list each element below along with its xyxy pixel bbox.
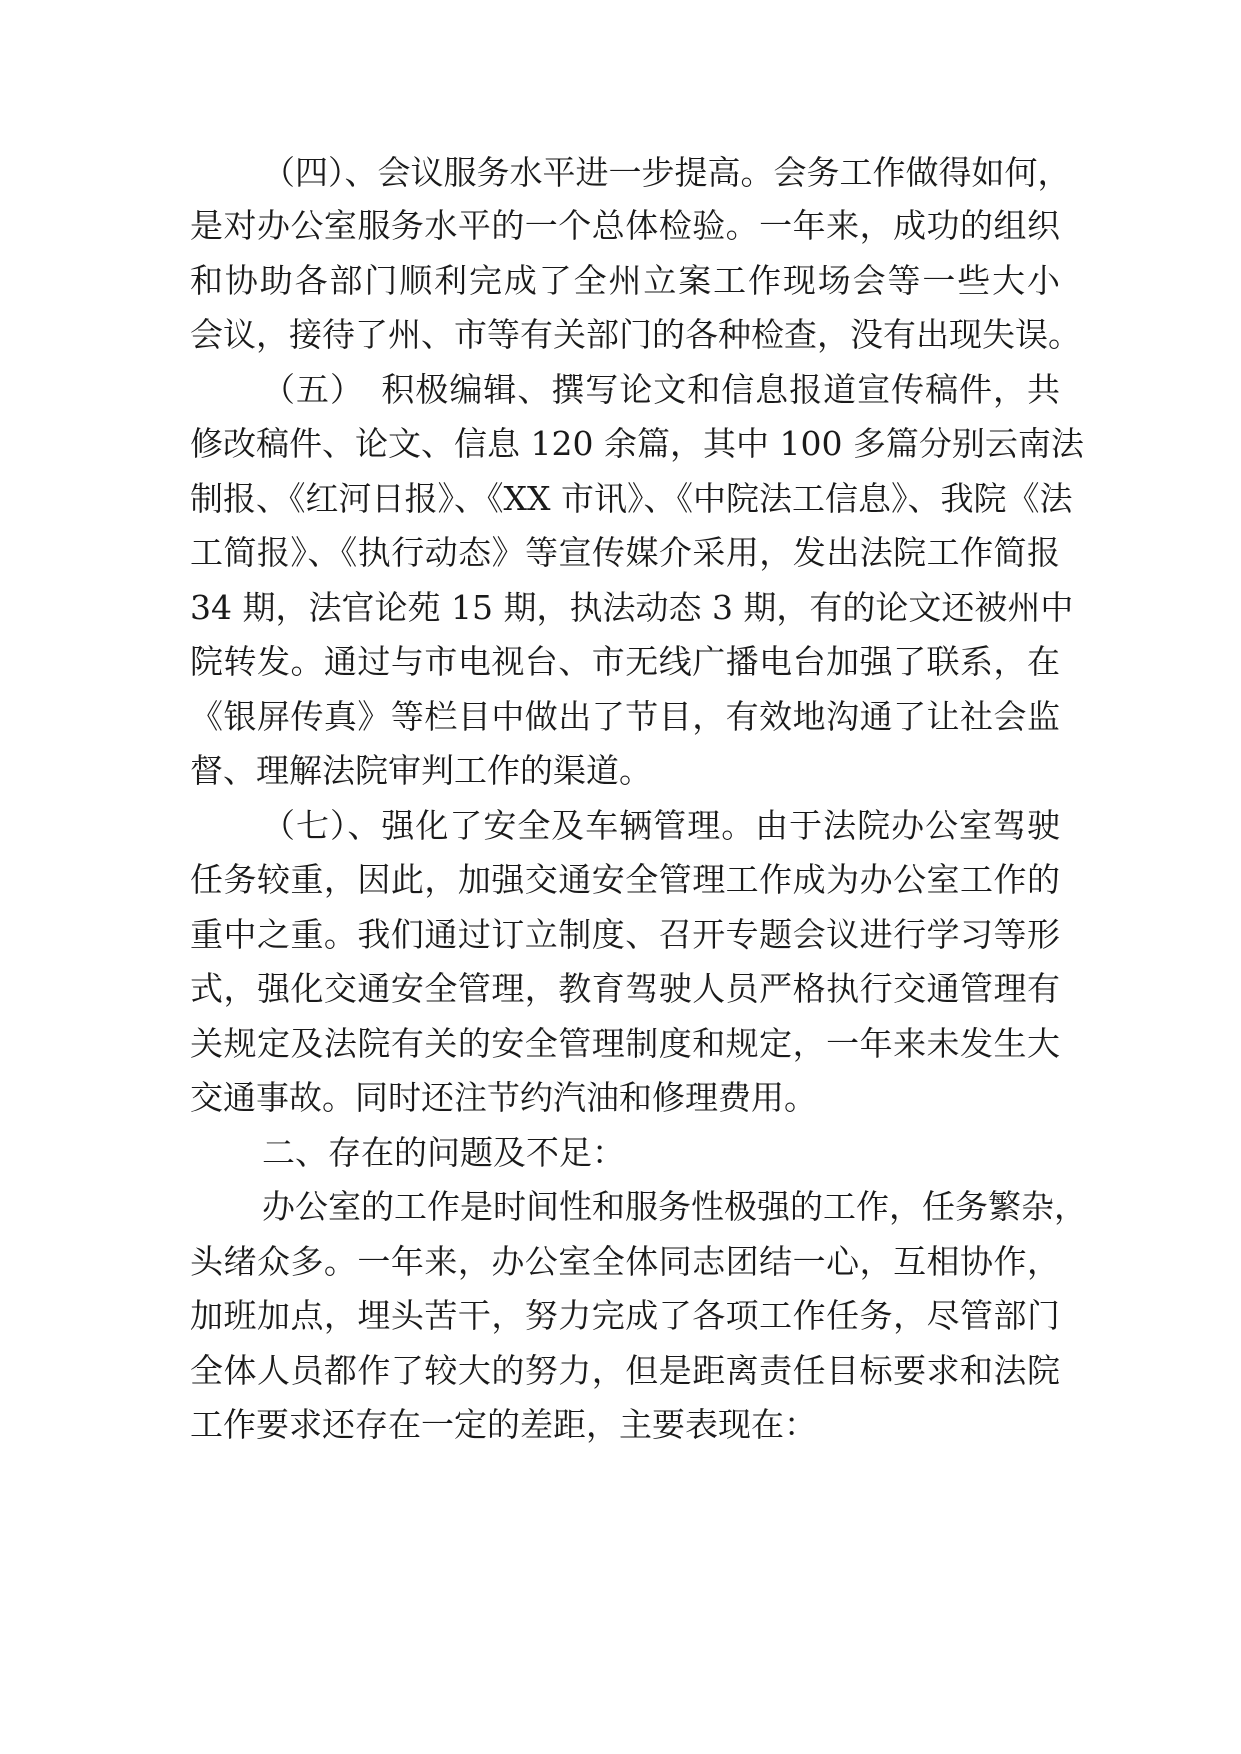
text-line: （五） 积极编辑、撰写论文和信息报道宣传稿件，共 [262, 370, 1060, 409]
text-line: 会议，接待了州、市等有关部门的各种检查，没有出现失误。 [190, 315, 1081, 354]
text-line: 任务较重，因此，加强交通安全管理工作成为办公室工作的 [190, 860, 1060, 899]
text-line: 工简报》、《执行动态》等宣传媒介采用，发出法院工作简报 [190, 533, 1060, 572]
text-line: 《银屏传真》等栏目中做出了节目，有效地沟通了让社会监 [190, 697, 1060, 736]
text-line: 工作要求还存在一定的差距，主要表现在： [190, 1405, 817, 1444]
text-line: （七）、强化了安全及车辆管理。由于法院办公室驾驶 [262, 806, 1060, 845]
text-line: 院转发。通过与市电视台、市无线广播电台加强了联系，在 [190, 642, 1060, 681]
text-line: 和协助各部门顺利完成了全州立案工作现场会等一些大小 [190, 261, 1060, 300]
text-line: 制报、《红河日报》、《XX 市讯》、《中院法工信息》、我院《法 [190, 479, 1073, 518]
text-line: 办公室的工作是时间性和服务性极强的工作，任务繁杂， [262, 1187, 1087, 1226]
text-line: 交通事故。同时还注节约汽油和修理费用。 [190, 1078, 817, 1117]
text-line: 重中之重。我们通过订立制度、召开专题会议进行学习等形 [190, 915, 1060, 954]
text-line: 修改稿件、论文、信息 120 余篇，其中 100 多篇分别云南法 [190, 424, 1084, 463]
text-line: 式，强化交通安全管理，教育驾驶人员严格执行交通管理有 [190, 969, 1060, 1008]
text-line: 关规定及法院有关的安全管理制度和规定，一年来未发生大 [190, 1024, 1060, 1063]
text-line: 加班加点，埋头苦干，努力完成了各项工作任务，尽管部门 [190, 1296, 1060, 1335]
section-heading: 二、存在的问题及不足： [262, 1133, 625, 1172]
text-line: 是对办公室服务水平的一个总体检验。一年来，成功的组织 [190, 206, 1060, 245]
text-line: 督、理解法院审判工作的渠道。 [190, 751, 652, 790]
text-line: （四）、会议服务水平进一步提高。会务工作做得如何， [262, 153, 1071, 192]
text-line: 全体人员都作了较大的努力，但是距离责任目标要求和法院 [190, 1351, 1060, 1390]
text-line: 头绪众多。一年来，办公室全体同志团结一心，互相协作， [190, 1242, 1060, 1281]
text-line: 34 期，法官论苑 15 期，执法动态 3 期，有的论文还被州中 [190, 588, 1074, 627]
